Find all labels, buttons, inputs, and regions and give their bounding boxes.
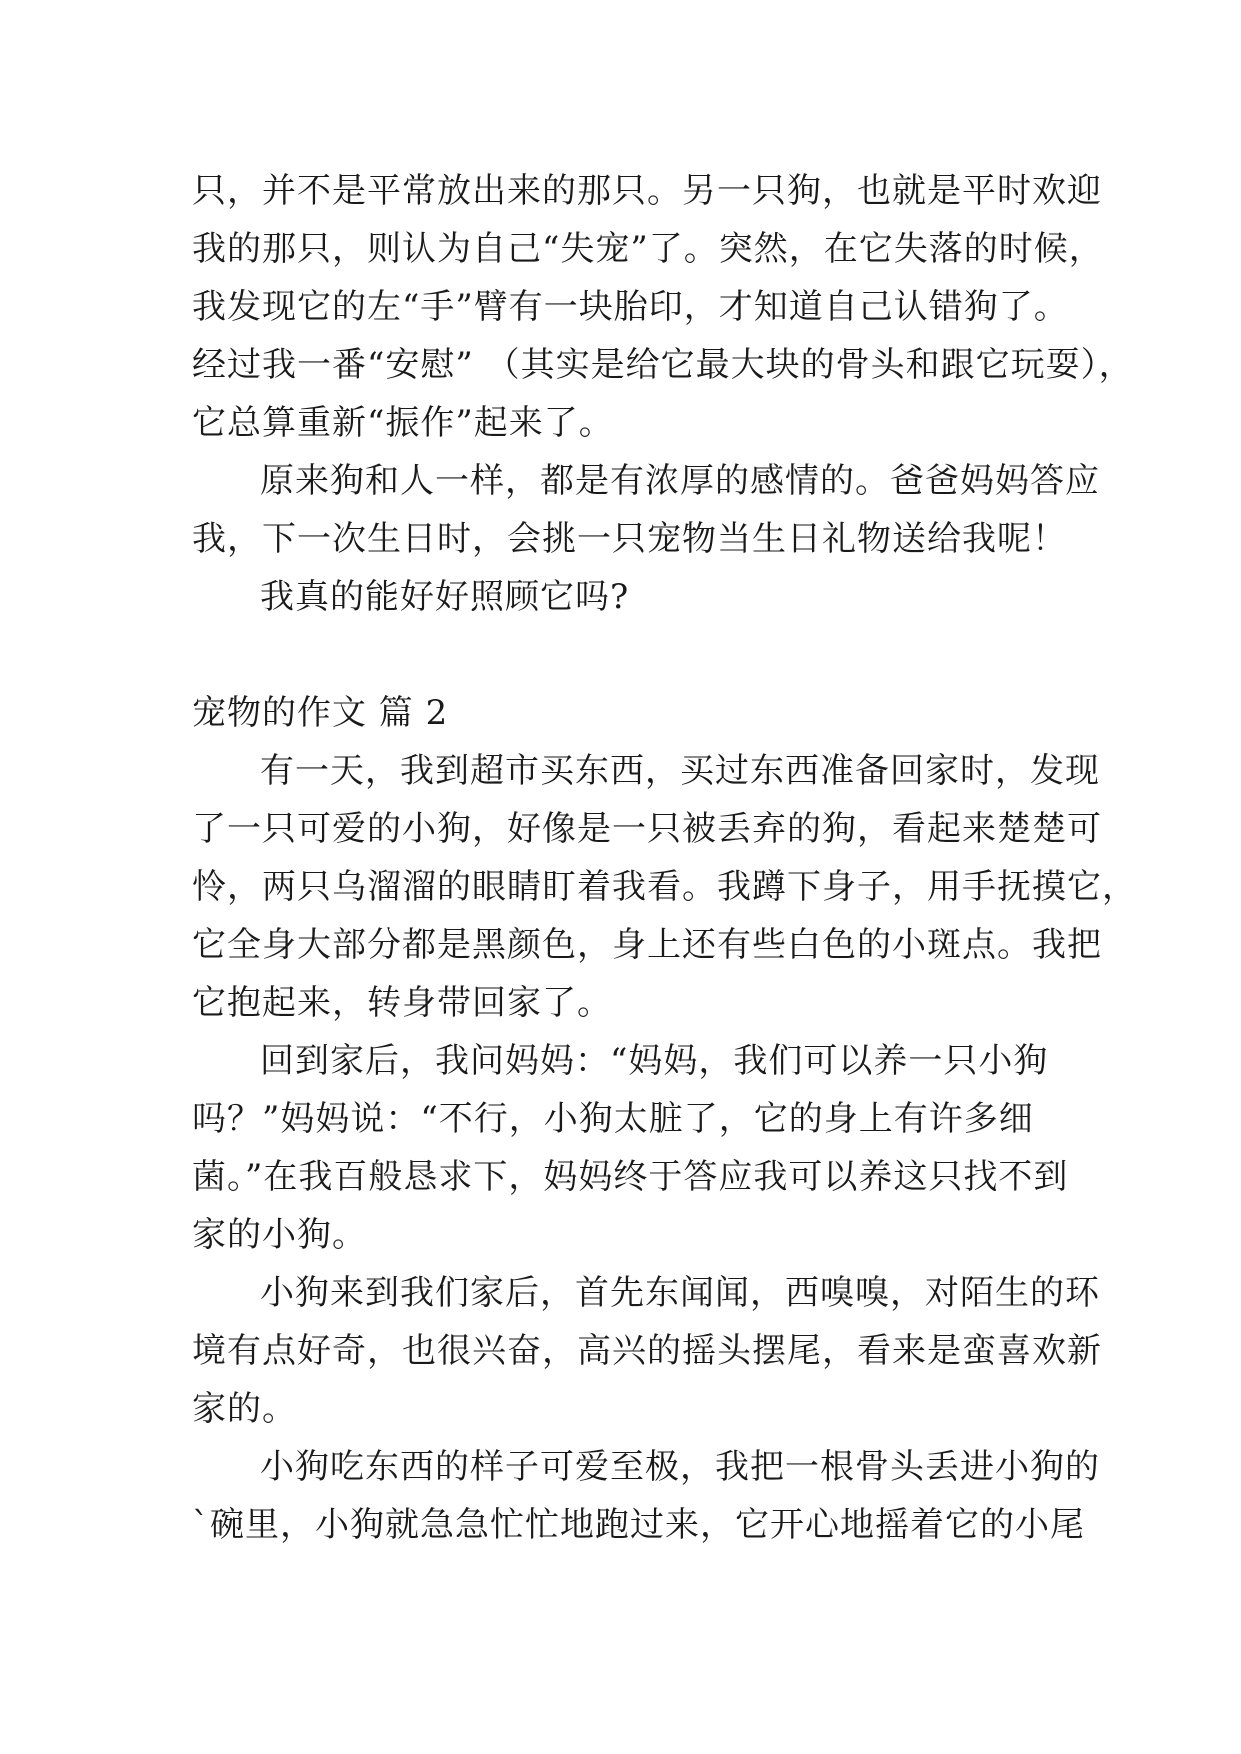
paragraph-line: 原来狗和人一样，都是有浓厚的感情的。爸爸妈妈答应 (260, 461, 1100, 501)
paragraph-line: 小狗来到我们家后，首先东闻闻，西嗅嗅，对陌生的环 (260, 1273, 1100, 1313)
document-body (192, 162, 1137, 1554)
section-heading: 宠物的作文 篇 2 (192, 693, 449, 733)
paragraph-line: 境有点好奇，也很兴奋，高兴的摇头摆尾，看来是蛮喜欢新 (192, 1331, 1102, 1371)
paragraph-line: 有一天，我到超市买东西，买过东西准备回家时，发现 (260, 751, 1100, 791)
paragraph-line: 了一只可爱的小狗，好像是一只被丢弃的狗，看起来楚楚可 (192, 809, 1102, 849)
paragraph-line: 家的。 (192, 1389, 297, 1429)
paragraph-line: 我真的能好好照顾它吗? (260, 577, 630, 617)
paragraph-line: 我发现它的左“手”臂有一块胎印，才知道自己认错狗了。 (192, 287, 1069, 327)
paragraph-line: `碗里，小狗就急急忙忙地跑过来，它开心地摇着它的小尾 (192, 1505, 1085, 1545)
paragraph-line: 吗？”妈妈说：“不行，小狗太脏了，它的身上有许多细 (192, 1099, 1034, 1139)
paragraph-line: 家的小狗。 (192, 1215, 367, 1255)
paragraph-line: 它总算重新“振作”起来了。 (192, 403, 614, 443)
paragraph-line: 它全身大部分都是黑颜色，身上还有些白色的小斑点。我把 (192, 925, 1102, 965)
section-gap (192, 626, 1072, 684)
paragraph-line: 经过我一番“安慰” （其实是给它最大块的骨头和跟它玩耍）， (192, 345, 1134, 385)
paragraph-line: 小狗吃东西的样子可爱至极，我把一根骨头丢进小狗的 (260, 1447, 1100, 1487)
paragraph-line: 它抱起来，转身带回家了。 (192, 983, 612, 1023)
paragraph-line: 我，下一次生日时，会挑一只宠物当生日礼物送给我呢！ (192, 519, 1067, 559)
paragraph-line: 只，并不是平常放出来的那只。另一只狗，也就是平时欢迎 (192, 171, 1102, 211)
paragraph-line: 怜，两只乌溜溜的眼睛盯着我看。我蹲下身子，用手抚摸它， (192, 867, 1137, 907)
paragraph-line: 我的那只，则认为自己“失宠”了。突然，在它失落的时候， (192, 229, 1104, 269)
paragraph-line: 菌。”在我百般恳求下，妈妈终于答应我可以养这只找不到 (192, 1157, 1069, 1197)
paragraph-line: 回到家后，我问妈妈：“妈妈，我们可以养一只小狗 (260, 1041, 1049, 1081)
